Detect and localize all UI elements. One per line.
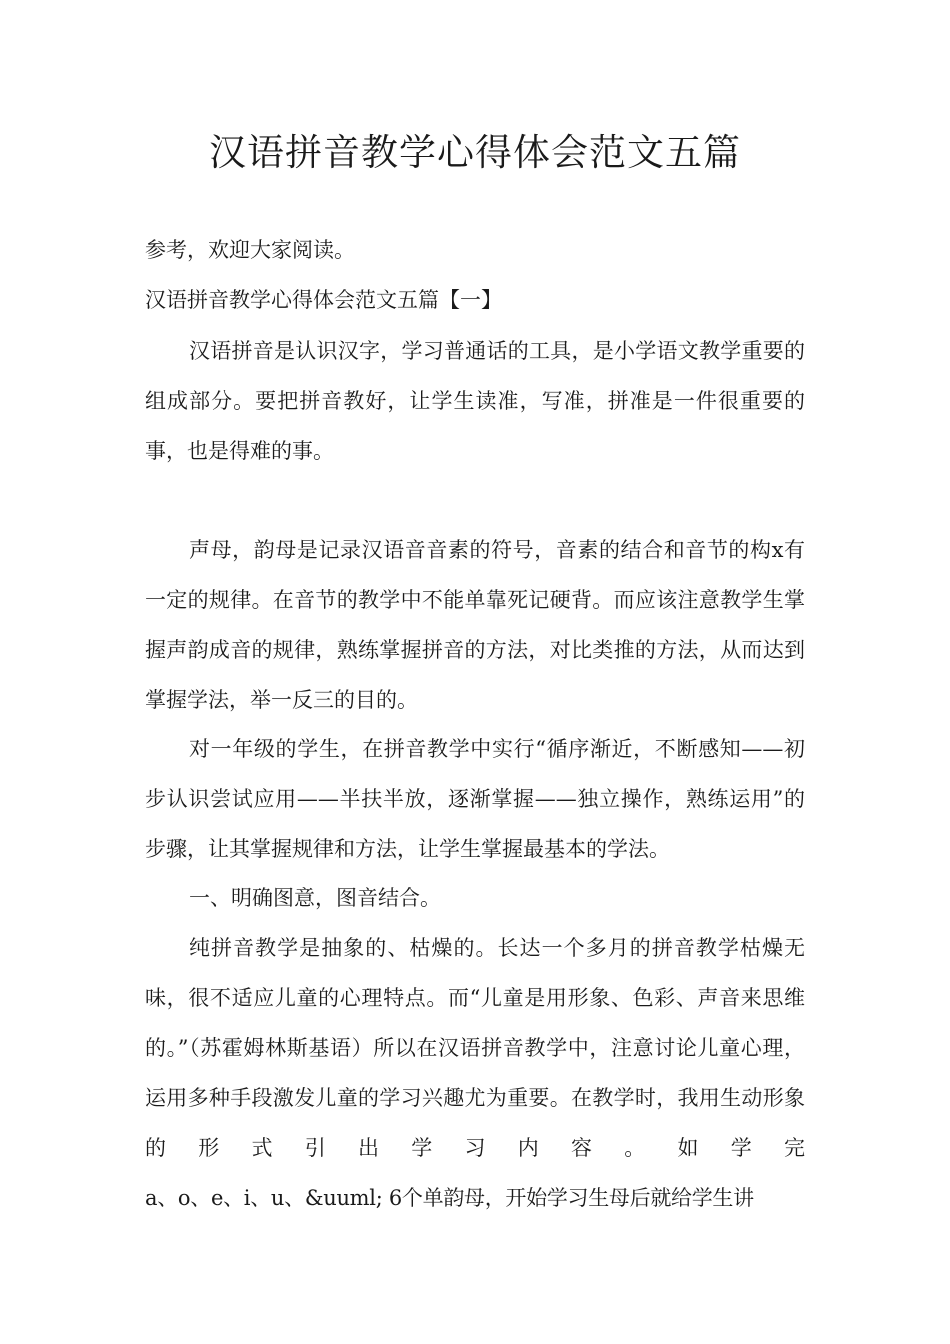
paragraph-3: 对一年级的学生，在拼音教学中实行“循序渐近，不断感知——初步认识尝试应用——半扶半放，逐渐掌握——独立操作，熟练运用”的步骤，让其掌握规律和方法，让学生掌握最基本的学法。 <box>145 737 805 861</box>
paragraph-4-heading: 一、明确图意，图音结合。 <box>189 886 441 910</box>
paragraph-1: 汉语拼音是认识汉字，学习普通话的工具，是小学语文教学重要的组成部分。要把拼音教好，让学生读准，写准，拼准是一件很重要的事，也是得难的事。 <box>145 339 805 463</box>
paragraph-2: 声母，韵母是记录汉语音音素的符号，音素的结合和音节的构x有一定的规律。在音节的教学中不能单靠死记硬背。而应该注意教学生掌握声韵成音的规律，熟练掌握拼音的方法，对比类推的方法，从而达到掌握学法，举一反三的目的。 <box>145 538 805 712</box>
intro-line: 参考，欢迎大家阅读。 <box>145 238 355 262</box>
section-heading: 汉语拼音教学心得体会范文五篇【一】 <box>145 288 502 312</box>
paragraph-6: a、o、e、i、u、&uuml; 6个单韵母，开始学习生母后就给学生讲 <box>145 1186 754 1210</box>
document-title: 汉语拼音教学心得体会范文五篇 <box>209 131 741 174</box>
paragraph-5: 纯拼音教学是抽象的、枯燥的。长达一个多月的拼音教学枯燥无味，很不适应儿童的心理特点。而“儿童是用形象、色彩、声音来思维的。”（苏霍姆林斯基语）所以在汉语拼音教学中，注意讨论儿童心理，运用多种手段激发儿童的学习兴趣尤为重要。在教学时，我用生动形象的形式引出学习内容。如学完 <box>145 936 805 1160</box>
